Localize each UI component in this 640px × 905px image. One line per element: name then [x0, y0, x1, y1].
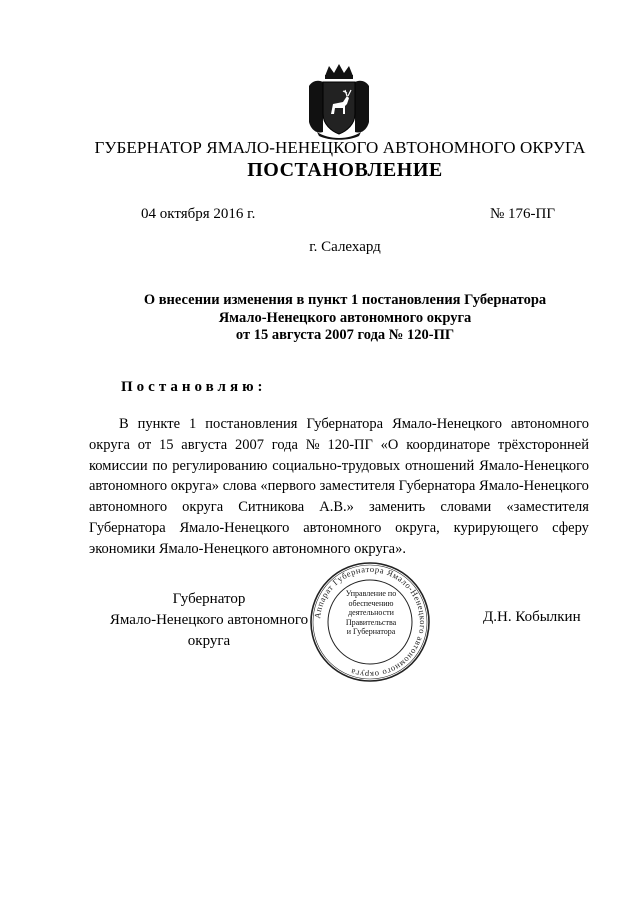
stamp-center-line: Управление по — [345, 589, 397, 598]
body-line: округа от 15 августа 2007 года № 120-ПГ «О координаторе трёхсторонней — [89, 436, 589, 453]
stamp-center-text — [340, 589, 402, 637]
document-date: 04 октября 2016 г. — [141, 206, 256, 222]
body-line: автономного округа Ситникова А.В.» заменить словами «заместителя — [89, 499, 589, 516]
stamp-center-line: и Губернатора — [346, 627, 396, 636]
body-line: автономного округа» слова «первого заместителя Губернатора Ямало-Ненецкого — [89, 478, 589, 495]
document-number: № 176-ПГ — [490, 206, 556, 222]
body-line: комиссии по регулированию социально-трудовых отношений Ямало-Ненецкого — [89, 457, 589, 474]
signatory-title — [89, 589, 329, 652]
subject-line: Ямало-Ненецкого автономного округа — [218, 309, 472, 326]
signatory-title-line: Ямало-Ненецкого автономного округа — [109, 612, 309, 649]
document-subject — [90, 292, 600, 345]
document-body — [89, 414, 589, 560]
body-line: Губернатора Ямало-Ненецкого автономного округа, курирующего сферу — [89, 519, 589, 536]
coat-of-arms-emblem — [303, 62, 375, 140]
subject-line: О внесении изменения в пункт 1 постановления Губернатора — [143, 292, 547, 308]
stamp-center-line: обеспечению — [348, 598, 394, 608]
document-city: г. Салехард — [309, 239, 381, 255]
stamp-center-line: Правительства — [345, 617, 397, 627]
body-line: экономики Ямало-Ненецкого автономного округа». — [89, 540, 406, 557]
stamp-ring-text: Аппарат Губернатора Ямало-Ненецкого автономного округа — [312, 563, 429, 681]
issuing-authority: ГУБЕРНАТОР ЯМАЛО-НЕНЕЦКОГО АВТОНОМНОГО ОКРУГА — [94, 138, 586, 157]
body-line: В пункте 1 постановления Губернатора Ямало-Ненецкого автономного — [119, 416, 589, 432]
resolve-heading: Постановляю: — [121, 379, 267, 395]
document-type-title: ПОСТАНОВЛЕНИЕ — [247, 159, 443, 181]
signatory-name: Д.Н. Кобылкин — [483, 609, 581, 625]
signatory-title-line: Губернатор — [172, 591, 246, 607]
subject-line: от 15 августа 2007 года № 120-ПГ — [235, 327, 455, 343]
stamp-center-line: деятельности — [348, 608, 394, 617]
